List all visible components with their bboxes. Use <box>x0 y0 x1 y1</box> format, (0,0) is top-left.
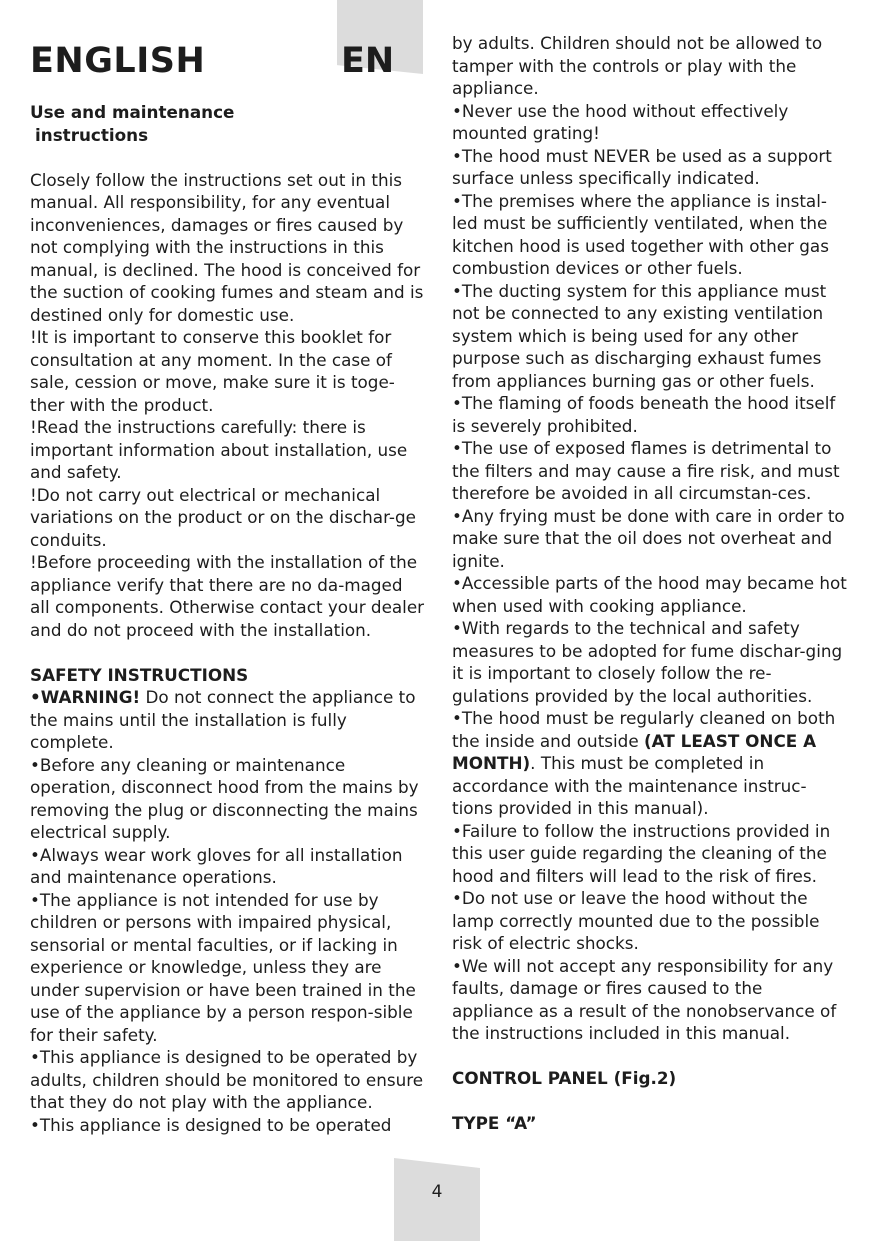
bullet-emphasis: (AT LEAST ONCE A MONTH) <box>452 730 817 773</box>
bullet-item: •The premises where the appliance is instal-led must be sufficiently ventilated, when the kitchen hood is used together with other gas combustion devices or other fuels. <box>452 190 829 278</box>
bullet-item: •The appliance is not intended for use by children or persons with impaired physical, sensorial or mental faculties, or if lacking in experience or knowledge, unless they are under supervision or have been trained in the use of the appliance by a person respon-sible for their safety. <box>30 889 416 1045</box>
bullet-item: •With regards to the technical and safety measures to be adopted for fume dischar-ging it is important to closely follow the re-gulations provided by the local authorities. <box>452 618 843 706</box>
bullet-item: •The flaming of foods beneath the hood itself is severely prohibited. <box>452 393 836 436</box>
bullet-item: •Accessible parts of the hood may became hot when used with cooking appliance. <box>452 573 847 616</box>
bullet-item: •Always wear work gloves for all installation and maintenance operations. <box>30 844 403 887</box>
spacer <box>452 1090 847 1113</box>
bullet-item: •We will not accept any responsibility for any faults, damage or fires caused to the appliance as a result of the nonobservance of the instructions included in this manual. <box>452 955 837 1043</box>
continuation-paragraph: by adults. Children should not be allowed to tamper with the controls or play with the appliance. <box>452 33 823 98</box>
bullet-item: •The use of exposed flames is detrimental to the filters and may cause a fire risk, and must therefore be avoided in all circumstan-ces. <box>452 438 840 503</box>
note-paragraph: !Read the instructions carefully: there is important information about installation, use and safety. <box>30 417 408 482</box>
bullet-item: •Never use the hood without effectively mounted grating! <box>452 100 789 143</box>
warning-label: •WARNING! <box>30 687 141 707</box>
language-code: EN <box>341 41 395 81</box>
bullet-text: •The hood must be regularly cleaned on both the inside and outside <box>452 708 836 751</box>
page-number: 4 <box>431 1182 443 1202</box>
bullet-item: •This appliance is designed to be operated by adults, children should be monitored to ensure that they do not play with the appliance. <box>30 1047 424 1112</box>
type-heading: TYPE “A” <box>452 1113 537 1133</box>
bullet-item: •Failure to follow the instructions provided in this user guide regarding the cleaning of the hood and filters will lead to the risk of fires. <box>452 820 831 886</box>
note-paragraph: !Before proceeding with the installation of the appliance verify that there are no da-maged all components. Otherwise contact your dealer and do not proceed with the installation. <box>30 552 425 640</box>
control-panel-heading: CONTROL PANEL (Fig.2) <box>452 1068 677 1088</box>
spacer <box>30 146 425 169</box>
bullet-text: . This must be completed in accordance with the maintenance instruc-tions provided in this manual). <box>452 753 807 818</box>
spacer <box>452 1045 847 1068</box>
language-title: ENGLISH <box>30 41 206 81</box>
bullet-item: •Do not use or leave the hood without the lamp correctly mounted due to the possible risk of electric shocks. <box>452 888 820 953</box>
note-paragraph: !Do not carry out electrical or mechanical variations on the product or on the dischar-ge conduits. <box>30 484 416 550</box>
bullet-item: •The hood must NEVER be used as a support surface unless specifically indicated. <box>452 145 832 188</box>
safety-heading: SAFETY INSTRUCTIONS <box>30 664 249 685</box>
note-paragraph: !It is important to conserve this booklet for consultation at any moment. In the case of sale, cession or move, make sure it is toge-ther with the product. <box>30 327 395 415</box>
warning-paragraph <box>30 686 425 754</box>
bullet-item: •Before any cleaning or maintenance operation, disconnect hood from the mains by removing the plug or disconnecting the mains electrical supply. <box>30 754 419 842</box>
section-heading-line2: instructions <box>35 124 149 145</box>
bullet-item <box>452 707 847 820</box>
section-heading-line1: Use and maintenance <box>30 102 235 122</box>
right-column <box>452 32 847 1135</box>
left-column <box>30 101 425 1136</box>
intro-paragraph: Closely follow the instructions set out in this manual. All responsibility, for any eventual inconveniences, damages or fires caused by not complying with the instructions in this manual, is declined. The hood is conceived for the suction of cooking fumes and steam and is destined only for domestic use. <box>30 169 424 325</box>
bullet-item: •This appliance is designed to be operated <box>30 1114 392 1135</box>
warning-text: Do not connect the appliance to the mains until the installation is fully complete. <box>30 687 416 752</box>
bullet-item: •The ducting system for this appliance must not be connected to any existing ventilation system which is being used for any other purpose such as discharging exhaust fumes from appliances burning gas or other fuels. <box>452 280 827 391</box>
bullet-item: •Any frying must be done with care in order to make sure that the oil does not overheat and ignite. <box>452 505 845 571</box>
spacer <box>30 641 425 664</box>
